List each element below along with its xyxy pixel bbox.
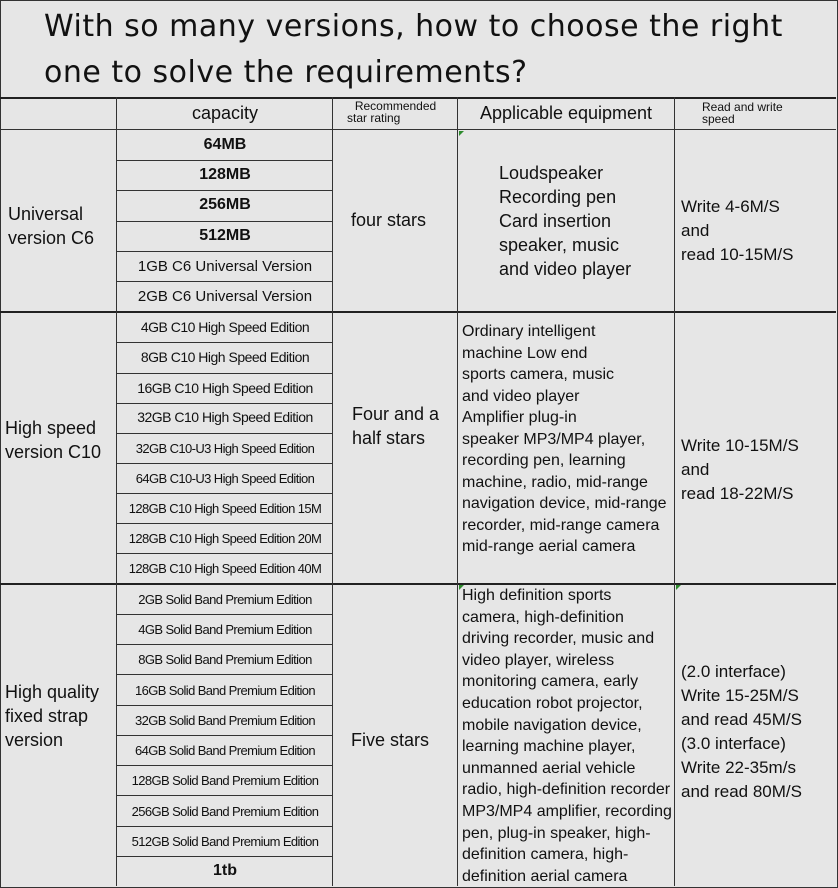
row-line xyxy=(117,553,332,554)
speed-line: Write 22-35m/s xyxy=(681,758,796,777)
speed-line: Write 15-25M/S xyxy=(681,686,799,705)
equipment-line: sports camera, music xyxy=(462,366,615,383)
speed-universal xyxy=(681,195,793,267)
header-speed-line: Read and write xyxy=(702,100,783,114)
row-line xyxy=(117,705,332,706)
rating-four-stars: four stars xyxy=(351,210,427,230)
capacity-cell: 32GB Solid Band Premium Edition xyxy=(134,713,316,728)
equipment-universal xyxy=(499,161,631,281)
equipment-line: navigation device, mid-range xyxy=(462,495,667,512)
equipment-line: and video player xyxy=(499,259,632,279)
equipment-line: recorder, mid-range camera xyxy=(462,516,660,534)
equipment-line: video player, wireless xyxy=(462,651,615,669)
speed-line: Write 10-15M/S xyxy=(681,436,799,455)
row-line xyxy=(117,342,332,343)
group-name-universal xyxy=(8,202,94,250)
equipment-line: machine Low end xyxy=(462,344,588,362)
equipment-line: definition aerial camera xyxy=(462,867,628,885)
col-line-1 xyxy=(116,97,117,886)
row-line xyxy=(117,614,332,615)
capacity-cell: 16GB Solid Band Premium Edition xyxy=(134,683,316,698)
speed-line: and read 80M/S xyxy=(681,782,802,801)
row-line xyxy=(117,403,332,404)
speed-line: read 18-22M/S xyxy=(681,484,794,503)
equipment-line: driving recorder, music and xyxy=(462,630,655,648)
equipment-line: definition camera, high- xyxy=(462,846,629,864)
speed-line: Write 4-6M/S xyxy=(681,197,780,216)
group-separator-2 xyxy=(0,583,836,585)
equipment-line: and video player xyxy=(462,387,580,405)
equipment-line: recording pen, learning xyxy=(462,452,626,469)
col-line-3 xyxy=(457,97,458,886)
speed-line: (3.0 interface) xyxy=(681,734,786,753)
group-name-line: version C6 xyxy=(8,228,95,248)
rating-line: Four and a xyxy=(352,404,440,424)
equipment-line: Recording pen xyxy=(499,187,617,207)
row-line xyxy=(117,674,332,675)
row-line xyxy=(117,190,332,191)
capacity-cell: 64GB C10-U3 High Speed Edition xyxy=(135,471,315,486)
row-line xyxy=(117,251,332,252)
equipment-line: MP3/MP4 amplifier, recording xyxy=(462,802,672,820)
capacity-cell: 64GB Solid Band Premium Edition xyxy=(134,743,316,758)
group-name-high-speed xyxy=(5,416,101,464)
speed-high-speed xyxy=(681,434,799,506)
row-line xyxy=(117,160,332,161)
equipment-line: Amplifier plug-in xyxy=(462,409,577,426)
corner-marker xyxy=(676,585,681,590)
equipment-line: mid-range aerial camera xyxy=(462,538,636,555)
header-rating-line: Recommended xyxy=(354,99,437,113)
capacity-cell: 1GB C6 Universal Version xyxy=(137,258,313,275)
capacity-cell: 128GB C10 High Speed Edition 40M xyxy=(128,561,322,576)
capacity-cell: 128GB C10 High Speed Edition 15M xyxy=(128,501,322,516)
equipment-line: Card insertion xyxy=(499,211,612,231)
equipment-line: camera, high-definition xyxy=(462,608,624,626)
capacity-cell: 128GB Solid Band Premium Edition xyxy=(131,773,319,788)
equipment-line: Ordinary intelligent xyxy=(462,323,596,340)
header-speed-line: speed xyxy=(702,112,735,126)
row-line xyxy=(117,221,332,222)
capacity-cell: 512MB xyxy=(199,227,251,244)
capacity-cell: 8GB C10 High Speed Edition xyxy=(140,349,310,365)
capacity-cell: 256GB Solid Band Premium Edition xyxy=(131,804,319,819)
capacity-cell: 8GB Solid Band Premium Edition xyxy=(138,652,312,667)
speed-line: and xyxy=(681,221,710,240)
equipment-line: High definition sports xyxy=(462,587,612,604)
equipment-high-quality xyxy=(462,585,672,887)
equipment-high-speed xyxy=(462,321,667,558)
corner-marker xyxy=(459,131,464,136)
capacity-cell: 32GB C10-U3 High Speed Edition xyxy=(135,441,315,456)
group-name-line: version xyxy=(5,730,64,750)
row-line xyxy=(117,856,332,857)
row-line xyxy=(117,493,332,494)
capacity-cell: 1tb xyxy=(213,862,237,879)
capacity-cell: 256MB xyxy=(199,196,251,213)
group-separator-1 xyxy=(0,311,836,313)
col-line-2 xyxy=(332,97,333,886)
equipment-line: monitoring camera, early xyxy=(462,673,639,691)
capacity-cell: 16GB C10 High Speed Edition xyxy=(137,380,313,396)
capacity-cell: 128MB xyxy=(199,166,251,183)
group-name-line: fixed strap xyxy=(5,706,89,726)
header-speed xyxy=(676,101,836,125)
group-name-line: High quality xyxy=(5,682,100,702)
header-rating-line: star rating xyxy=(347,111,401,125)
capacity-cell: 4GB C10 High Speed Edition xyxy=(140,319,310,335)
equipment-line: radio, high-definition recorder xyxy=(462,781,671,799)
group-name-line: Universal xyxy=(8,204,84,224)
equipment-line: machine, radio, mid-range xyxy=(462,473,648,491)
row-line xyxy=(117,373,332,374)
group-name-line: version C10 xyxy=(5,442,102,462)
rating-line: half stars xyxy=(352,428,426,448)
equipment-line: speaker MP3/MP4 player, xyxy=(462,430,646,448)
capacity-cell: 2GB Solid Band Premium Edition xyxy=(138,592,312,607)
header-rating xyxy=(334,100,457,124)
capacity-cell: 32GB C10 High Speed Edition xyxy=(137,409,313,425)
row-line xyxy=(117,433,332,434)
group-name-line: High speed xyxy=(5,418,97,438)
capacity-cell: 64MB xyxy=(203,136,247,153)
header-bottom-line xyxy=(0,129,836,130)
speed-line: (2.0 interface) xyxy=(681,662,786,681)
row-line xyxy=(117,826,332,827)
equipment-line: unmanned aerial vehicle xyxy=(462,759,636,777)
equipment-line: education robot projector, xyxy=(462,694,643,712)
speed-line: and xyxy=(681,460,710,479)
speed-line: read 10-15M/S xyxy=(681,245,794,264)
group-name-high-quality xyxy=(5,680,99,752)
speed-line: and read 45M/S xyxy=(681,710,802,729)
equipment-line: learning machine player, xyxy=(462,738,636,756)
row-line xyxy=(117,644,332,645)
row-line xyxy=(117,281,332,282)
header-equipment: Applicable equipment xyxy=(479,103,653,123)
row-line xyxy=(117,765,332,766)
capacity-cell: 4GB Solid Band Premium Edition xyxy=(138,622,312,637)
equipment-line: Loudspeaker xyxy=(499,163,604,183)
equipment-line: mobile navigation device, xyxy=(462,716,642,734)
page-title: With so many versions, how to choose the right one to solve the requirements? xyxy=(44,9,783,90)
row-line xyxy=(117,795,332,796)
capacity-cell: 128GB C10 High Speed Edition 20M xyxy=(128,531,322,546)
rating-five-stars: Five stars xyxy=(351,730,430,750)
row-line xyxy=(117,463,332,464)
capacity-cell: 512GB Solid Band Premium Edition xyxy=(131,834,319,849)
speed-high-quality xyxy=(681,660,802,804)
capacity-cell: 2GB C6 Universal Version xyxy=(137,288,313,305)
row-line xyxy=(117,735,332,736)
equipment-line: pen, plug-in speaker, high- xyxy=(462,824,651,842)
equipment-line: speaker, music xyxy=(499,235,620,255)
col-line-4 xyxy=(674,97,675,886)
header-capacity: capacity xyxy=(191,103,259,123)
rating-four-and-half-stars xyxy=(352,402,439,450)
row-line xyxy=(117,523,332,524)
